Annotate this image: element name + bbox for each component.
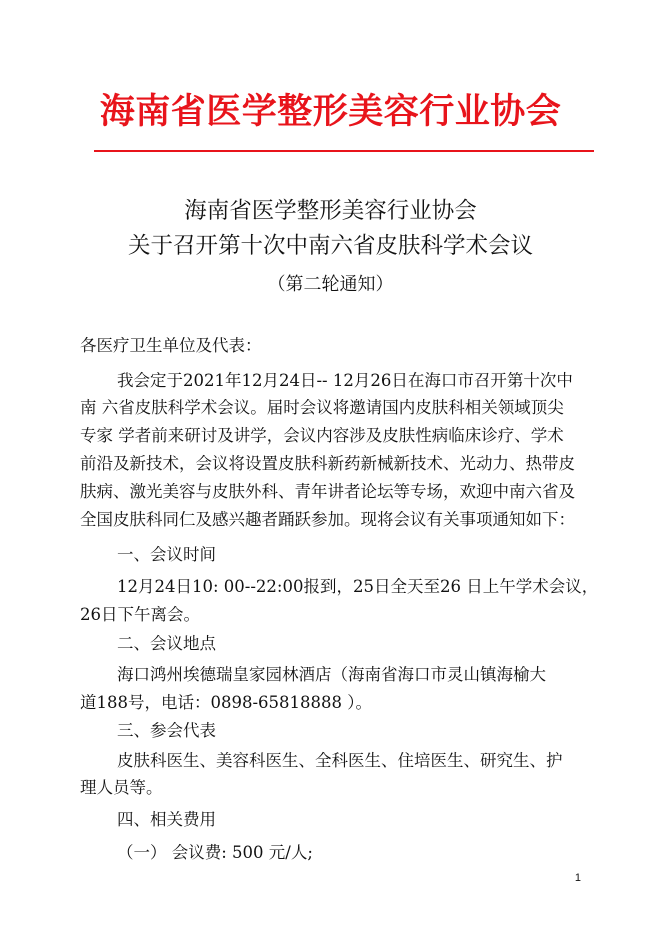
intro-line-2: 南 六省皮肤科学术会议。届时会议将邀请国内皮肤科相关领域顶尖 — [80, 398, 564, 417]
section-location-line-2: 道188号，电话：0898-65818888 ）。 — [80, 693, 373, 712]
section-location-line-1: 海口鸿州埃德瑞皇家园林酒店（海南省海口市灵山镇海榆大 — [117, 665, 546, 684]
section-time-line-1: 12月24日10: 00--22:00报到，25日全天至26 日上午学术会议， — [117, 577, 599, 596]
intro-line-4: 前沿及新技术，会议将设置皮肤科新药新械新技术、光动力、热带皮 — [80, 454, 575, 473]
header-divider — [94, 150, 594, 152]
document-title-line-1: 海南省医学整形美容行业协会 — [184, 198, 477, 224]
header-title: 海南省医学整形美容行业协会 — [99, 91, 562, 132]
section-heading-fees: 四、相关费用 — [117, 810, 216, 829]
document-title-line-2: 关于召开第十次中南六省皮肤科学术会议 — [127, 233, 533, 259]
page-number: 1 — [574, 872, 581, 884]
section-time-line-2: 26日下午离会。 — [80, 605, 200, 624]
salutation: 各医疗卫生单位及代表： — [80, 336, 262, 355]
section-heading-attendees: 三、参会代表 — [117, 721, 216, 740]
intro-line-6: 全国皮肤科同仁及感兴趣者踊跃参加。现将会议有关事项通知如下： — [80, 510, 575, 529]
intro-line-3: 专家 学者前来研讨及讲学，会议内容涉及皮肤性病临床诊疗、学术 — [80, 426, 564, 445]
section-attendees-line-2: 理人员等。 — [80, 778, 163, 797]
section-heading-time: 一、会议时间 — [117, 545, 216, 564]
section-attendees-line-1: 皮肤科医生、美容科医生、全科医生、住培医生、研究生、护 — [117, 751, 563, 770]
intro-line-1: 我会定于2021年12月24日-- 12月26日在海口市召开第十次中 — [117, 371, 573, 390]
section-fees-line-1: （一） 会议费: 500 元/人; — [117, 843, 313, 862]
document-subtitle: （第二轮通知） — [267, 274, 394, 295]
intro-line-5: 肤病、激光美容与皮肤外科、青年讲者论坛等专场，欢迎中南六省及 — [80, 482, 575, 501]
section-heading-location: 二、会议地点 — [117, 634, 216, 653]
